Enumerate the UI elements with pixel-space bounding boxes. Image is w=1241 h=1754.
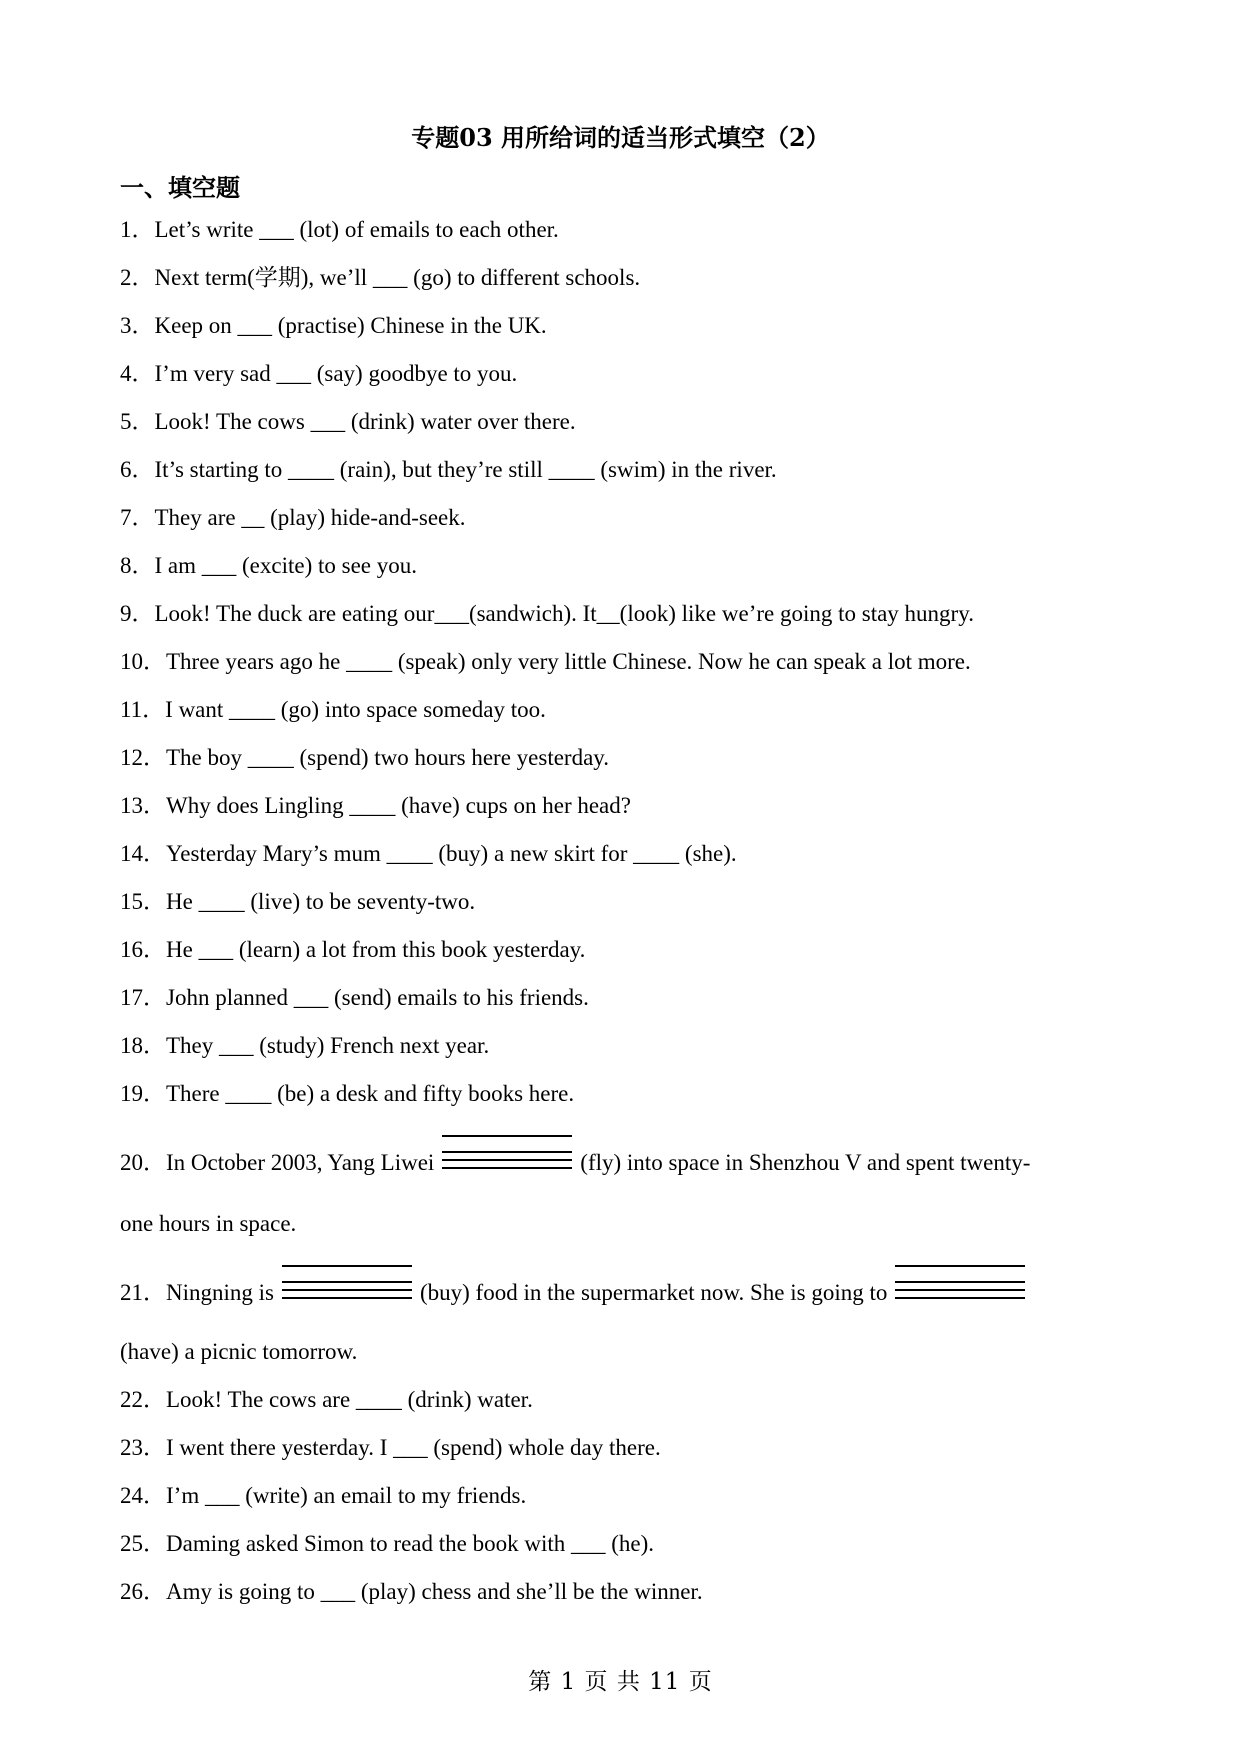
question-23	[120, 1434, 661, 1462]
question-1	[120, 216, 559, 244]
question-number: 22．	[120, 1387, 166, 1412]
question-24	[120, 1482, 526, 1510]
question-3	[120, 312, 547, 340]
question-6	[120, 456, 777, 484]
question-15	[120, 888, 475, 916]
question-10	[120, 648, 971, 676]
question-number: 18．	[120, 1033, 166, 1058]
question-number: 13．	[120, 793, 166, 818]
question-2	[120, 264, 640, 292]
question-text: He ___ (learn) a lot from this book yesterday.	[166, 937, 586, 962]
question-number: 7．	[120, 505, 155, 530]
question-text: John planned ___ (send) emails to his friends.	[166, 985, 589, 1010]
question-16	[120, 936, 585, 964]
question-text: The boy ____ (spend) two hours here yesterday.	[166, 745, 610, 770]
answer-blank	[442, 1144, 572, 1176]
question-19	[120, 1080, 574, 1108]
page-footer: 第 1 页 共 11 页	[528, 1669, 713, 1695]
question-21	[120, 1274, 1033, 1307]
question-11	[120, 696, 546, 724]
question-text: Look! The duck are eating our___(sandwich). It__(look) like we’re going to stay hungry.	[154, 601, 974, 626]
question-number: 15．	[120, 889, 166, 914]
question-number: 8．	[120, 553, 155, 578]
question-text: There ____ (be) a desk and fifty books here.	[166, 1081, 575, 1106]
question-number: 25．	[120, 1531, 166, 1556]
question-number: 2．	[120, 265, 155, 290]
question-number: 26．	[120, 1579, 166, 1604]
question-number: 24．	[120, 1483, 166, 1508]
question-number: 12．	[120, 745, 166, 770]
question-14	[120, 840, 737, 868]
question-text-middle: (buy) food in the supermarket now. She is going to	[419, 1280, 888, 1305]
question-number: 14．	[120, 841, 166, 866]
question-number: 16．	[120, 937, 166, 962]
question-number: 5．	[120, 409, 155, 434]
question-text: Why does Lingling ____ (have) cups on her head?	[166, 793, 631, 818]
question-text: I went there yesterday. I ___ (spend) whole day there.	[166, 1435, 661, 1460]
question-21-continuation: (have) a picnic tomorrow.	[120, 1339, 358, 1364]
question-number: 23．	[120, 1435, 166, 1460]
question-text: It’s starting to ____ (rain), but they’re still ____ (swim) in the river.	[154, 457, 777, 482]
question-text: Look! The cows are ____ (drink) water.	[166, 1387, 533, 1412]
question-number: 3．	[120, 313, 155, 338]
question-25	[120, 1530, 654, 1558]
question-text: I’m very sad ___ (say) goodbye to you.	[154, 361, 518, 386]
question-number: 17．	[120, 985, 166, 1010]
question-text: I want ____ (go) into space someday too.	[165, 697, 546, 722]
question-text: Amy is going to ___ (play) chess and she’ll be the winner.	[166, 1579, 703, 1604]
question-text: Three years ago he ____ (speak) only very little Chinese. Now he can speak a lot more.	[166, 649, 971, 674]
question-number: 4．	[120, 361, 155, 386]
answer-blank	[895, 1274, 1025, 1306]
question-number: 10．	[120, 649, 166, 674]
question-number: 1．	[120, 217, 155, 242]
question-number: 11．	[120, 697, 166, 722]
question-text-after: (fly) into space in Shenzhou V and spent twenty-	[580, 1150, 1031, 1175]
question-text: Let’s write ___ (lot) of emails to each other.	[154, 217, 559, 242]
question-26	[120, 1578, 703, 1606]
question-7	[120, 504, 466, 532]
question-text: Yesterday Mary’s mum ____ (buy) a new skirt for ____ (she).	[166, 841, 737, 866]
question-13	[120, 792, 631, 820]
question-22	[120, 1386, 533, 1414]
question-text: He ____ (live) to be seventy-two.	[166, 889, 476, 914]
page-title: 专题03 用所给词的适当形式填空（2）	[411, 123, 830, 152]
question-text: Look! The cows ___ (drink) water over there.	[154, 409, 576, 434]
question-17	[120, 984, 589, 1012]
question-number: 6．	[120, 457, 155, 482]
question-text: Daming asked Simon to read the book with ___ (he).	[166, 1531, 655, 1556]
question-text-before: Ningning is	[166, 1280, 274, 1305]
question-text: Next term(学期), we’ll ___ (go) to different schools.	[154, 265, 641, 290]
question-number: 20．	[120, 1150, 166, 1175]
question-number: 19．	[120, 1081, 166, 1106]
question-18	[120, 1032, 489, 1060]
question-text: They ___ (study) French next year.	[166, 1033, 490, 1058]
question-9	[120, 600, 974, 628]
question-text: I’m ___ (write) an email to my friends.	[166, 1483, 527, 1508]
question-5	[120, 408, 576, 436]
question-4	[120, 360, 517, 388]
question-20-continuation: one hours in space.	[120, 1211, 297, 1236]
question-20	[120, 1144, 1030, 1177]
question-text-before: In October 2003, Yang Liwei	[166, 1150, 435, 1175]
section-heading: 一、填空题	[120, 173, 240, 202]
question-number: 21．	[120, 1280, 166, 1305]
answer-blank	[282, 1274, 412, 1306]
question-text: They are __ (play) hide-and-seek.	[154, 505, 466, 530]
question-number: 9．	[120, 601, 155, 626]
question-text: I am ___ (excite) to see you.	[154, 553, 417, 578]
question-text: Keep on ___ (practise) Chinese in the UK.	[154, 313, 547, 338]
question-8	[120, 552, 417, 580]
question-12	[120, 744, 609, 772]
